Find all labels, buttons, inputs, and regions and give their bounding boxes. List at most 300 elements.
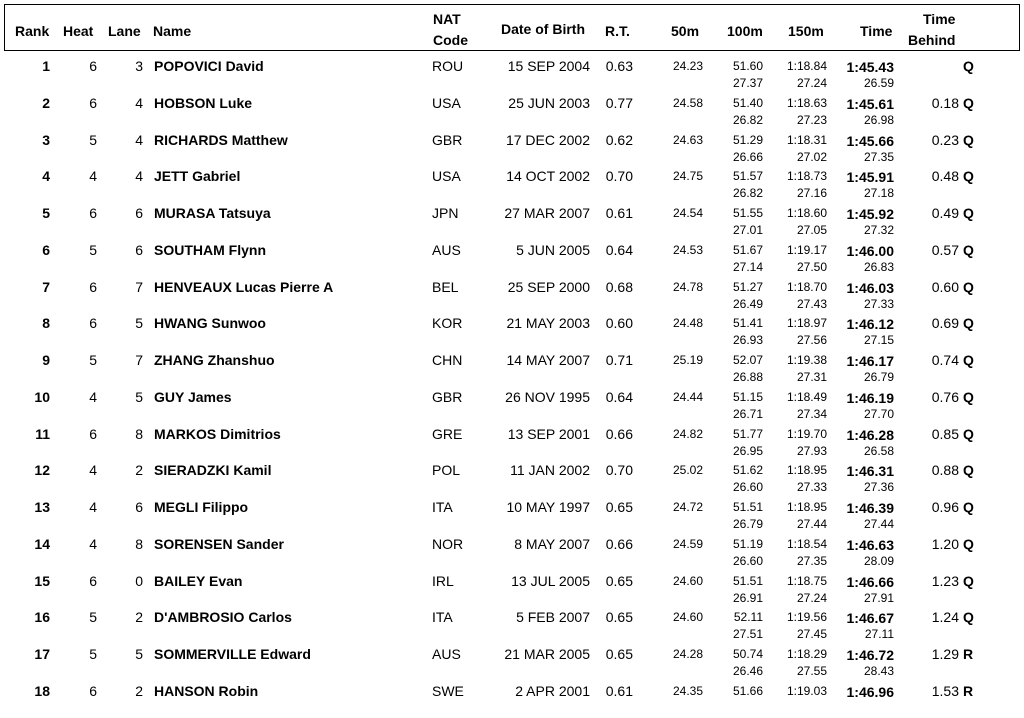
header-dob: Date of Birth bbox=[501, 21, 585, 37]
final-time: 1:45.61 bbox=[846, 95, 894, 112]
athlete-name: SOMMERVILLE Edward bbox=[154, 646, 311, 662]
split-150m: 1:18.49 bbox=[786, 389, 827, 404]
heat-cell: 6 bbox=[89, 58, 97, 74]
heat-cell: 4 bbox=[89, 388, 97, 405]
date-of-birth: 2 APR 2001 bbox=[515, 682, 590, 699]
split-50m: 24.58 bbox=[672, 95, 703, 110]
date-of-birth: 25 SEP 2000 bbox=[507, 278, 590, 295]
split-50m: 24.53 bbox=[672, 242, 703, 257]
reaction-time: 0.62 bbox=[605, 131, 633, 148]
final-time: 1:46.96 bbox=[846, 683, 894, 700]
date-of-birth: 8 MAY 2007 bbox=[514, 535, 590, 552]
split-150m: 1:18.31 bbox=[786, 132, 827, 147]
rank-cell: 9 bbox=[42, 352, 50, 368]
lap-split-100m: 26.49 bbox=[732, 296, 763, 311]
split-100m: 51.60 bbox=[732, 59, 763, 73]
table-row bbox=[0, 644, 1024, 681]
final-time: 1:46.67 bbox=[846, 610, 894, 627]
athlete-name: MEGLI Filippo bbox=[154, 499, 249, 515]
split-150m: 1:18.63 bbox=[786, 95, 827, 110]
table-row bbox=[0, 166, 1024, 203]
lap-split-150m: 27.02 bbox=[796, 149, 827, 164]
athlete-name: MARKOS Dimitrios bbox=[154, 425, 281, 442]
lap-split-200m: 27.35 bbox=[863, 149, 894, 164]
lap-split-100m: 26.82 bbox=[732, 186, 763, 201]
reaction-time: 0.65 bbox=[605, 609, 633, 626]
lap-split-150m: 27.34 bbox=[796, 406, 827, 421]
split-150m: 1:18.97 bbox=[786, 316, 827, 331]
lap-split-200m: 27.11 bbox=[864, 627, 894, 642]
table-row bbox=[0, 534, 1024, 571]
lap-split-150m: 27.45 bbox=[796, 627, 827, 642]
lane-cell: 4 bbox=[135, 168, 143, 185]
heat-cell: 5 bbox=[89, 131, 97, 148]
split-150m: 1:18.29 bbox=[786, 647, 827, 661]
split-150m: 1:19.03 bbox=[786, 683, 827, 698]
split-50m: 24.35 bbox=[672, 683, 703, 698]
qualification-mark: Q bbox=[963, 499, 974, 515]
final-time: 1:46.63 bbox=[846, 536, 894, 553]
split-150m: 1:18.95 bbox=[786, 500, 827, 514]
time-behind: 0.49 bbox=[931, 205, 959, 221]
split-100m: 51.55 bbox=[732, 206, 763, 220]
athlete-name: BAILEY Evan bbox=[154, 572, 243, 589]
table-row bbox=[0, 460, 1024, 497]
lane-cell: 7 bbox=[135, 278, 143, 295]
split-150m: 1:19.38 bbox=[786, 353, 827, 367]
lane-cell: 5 bbox=[135, 315, 143, 332]
split-150m: 1:18.84 bbox=[786, 59, 827, 73]
header-100m: 100m bbox=[727, 23, 763, 39]
reaction-time: 0.71 bbox=[605, 352, 633, 368]
qualification-mark: Q bbox=[963, 535, 974, 552]
final-time: 1:46.31 bbox=[846, 463, 894, 480]
time-behind: 0.60 bbox=[931, 278, 959, 295]
heat-cell: 5 bbox=[89, 352, 97, 368]
lap-split-150m: 27.16 bbox=[796, 186, 827, 201]
final-time: 1:45.92 bbox=[846, 206, 894, 222]
qualification-mark: Q bbox=[963, 58, 974, 74]
reaction-time: 0.70 bbox=[605, 462, 633, 479]
athlete-name: RICHARDS Matthew bbox=[154, 131, 288, 148]
lap-split-150m: 27.24 bbox=[796, 590, 827, 605]
header-lane: Lane bbox=[108, 23, 141, 39]
header-nat: NAT bbox=[433, 11, 461, 27]
nat-code: NOR bbox=[432, 535, 464, 552]
heat-cell: 4 bbox=[89, 499, 97, 515]
split-50m: 24.63 bbox=[672, 132, 703, 147]
split-150m: 1:18.54 bbox=[786, 536, 827, 551]
reaction-time: 0.61 bbox=[605, 205, 633, 221]
time-behind: 0.48 bbox=[931, 168, 959, 185]
lap-split-200m: 27.33 bbox=[863, 296, 894, 311]
date-of-birth: 5 FEB 2007 bbox=[516, 609, 590, 626]
qualification-mark: Q bbox=[963, 278, 974, 295]
reaction-time: 0.63 bbox=[605, 58, 633, 74]
heat-cell: 6 bbox=[89, 278, 97, 295]
split-100m: 51.62 bbox=[732, 463, 763, 478]
lap-split-100m: 26.93 bbox=[732, 333, 763, 348]
qualification-mark: Q bbox=[963, 462, 974, 479]
athlete-name: SIERADZKI Kamil bbox=[154, 462, 272, 479]
lap-split-150m: 27.55 bbox=[796, 664, 827, 678]
athlete-name: JETT Gabriel bbox=[154, 168, 241, 185]
split-50m: 25.02 bbox=[672, 463, 703, 478]
lap-split-200m: 27.44 bbox=[863, 517, 894, 531]
lap-split-150m: 27.05 bbox=[796, 223, 827, 237]
lap-split-100m: 26.79 bbox=[732, 517, 763, 531]
qualification-mark: Q bbox=[963, 609, 974, 626]
nat-code: AUS bbox=[432, 646, 461, 662]
split-100m: 52.11 bbox=[733, 610, 763, 625]
athlete-name: POPOVICI David bbox=[154, 58, 264, 74]
split-100m: 51.77 bbox=[732, 426, 763, 441]
qualification-mark: Q bbox=[963, 94, 974, 111]
split-100m: 51.19 bbox=[732, 536, 763, 551]
table-row bbox=[0, 56, 1024, 93]
date-of-birth: 26 NOV 1995 bbox=[505, 388, 590, 405]
split-100m: 51.66 bbox=[732, 683, 763, 698]
table-row bbox=[0, 203, 1024, 240]
reaction-time: 0.66 bbox=[605, 425, 633, 442]
lap-split-100m: 27.01 bbox=[732, 223, 763, 237]
qualification-mark: R bbox=[963, 682, 974, 699]
nat-code: POL bbox=[432, 462, 461, 479]
header-150m: 150m bbox=[788, 23, 824, 39]
lane-cell: 5 bbox=[135, 388, 143, 405]
qualification-mark: Q bbox=[963, 131, 974, 148]
lane-cell: 3 bbox=[135, 58, 143, 74]
qualification-mark: Q bbox=[963, 572, 974, 589]
lap-split-200m: 27.18 bbox=[863, 186, 894, 201]
lap-split-100m: 26.71 bbox=[732, 406, 763, 421]
qualification-mark: Q bbox=[963, 388, 974, 405]
athlete-name: MURASA Tatsuya bbox=[154, 205, 271, 221]
heat-cell: 5 bbox=[89, 609, 97, 626]
lap-split-100m: 26.60 bbox=[732, 480, 763, 495]
time-behind: 1.29 bbox=[931, 646, 959, 662]
split-150m: 1:18.60 bbox=[786, 206, 827, 220]
reaction-time: 0.64 bbox=[605, 241, 633, 258]
lane-cell: 4 bbox=[135, 131, 143, 148]
lane-cell: 2 bbox=[135, 462, 143, 479]
final-time: 1:46.19 bbox=[846, 389, 894, 406]
reaction-time: 0.65 bbox=[605, 646, 633, 662]
athlete-name: GUY James bbox=[154, 388, 232, 405]
split-100m: 51.41 bbox=[732, 316, 763, 331]
split-50m: 24.75 bbox=[672, 169, 703, 184]
lane-cell: 4 bbox=[135, 94, 143, 111]
lap-split-150m: 27.35 bbox=[796, 553, 827, 568]
lap-split-200m: 26.83 bbox=[863, 259, 894, 274]
table-row bbox=[0, 387, 1024, 424]
split-150m: 1:19.56 bbox=[786, 610, 827, 625]
split-100m: 51.67 bbox=[732, 242, 763, 257]
rank-cell: 8 bbox=[42, 315, 50, 332]
time-behind: 0.85 bbox=[931, 425, 959, 442]
nat-code: ITA bbox=[432, 499, 453, 515]
table-row bbox=[0, 240, 1024, 277]
rank-cell: 17 bbox=[34, 646, 50, 662]
date-of-birth: 11 JAN 2002 bbox=[510, 462, 590, 479]
final-time: 1:46.00 bbox=[846, 242, 894, 259]
final-time: 1:46.17 bbox=[846, 353, 894, 369]
lane-cell: 2 bbox=[135, 609, 143, 626]
lap-split-200m: 27.36 bbox=[863, 480, 894, 495]
split-50m: 24.78 bbox=[672, 279, 703, 294]
lap-split-100m: 26.95 bbox=[732, 443, 763, 458]
nat-code: JPN bbox=[432, 205, 459, 221]
athlete-name: HENVEAUX Lucas Pierre A bbox=[154, 278, 334, 295]
nat-code: USA bbox=[432, 94, 461, 111]
reaction-time: 0.60 bbox=[605, 315, 633, 332]
time-behind: 0.76 bbox=[931, 388, 959, 405]
split-100m: 50.74 bbox=[732, 647, 763, 661]
split-100m: 51.51 bbox=[732, 500, 763, 514]
nat-code: USA bbox=[432, 168, 461, 185]
lap-split-150m: 27.93 bbox=[796, 443, 827, 458]
lap-split-100m: 26.60 bbox=[732, 553, 763, 568]
qualification-mark: Q bbox=[963, 205, 974, 221]
final-time: 1:45.66 bbox=[846, 132, 894, 149]
lap-split-200m: 26.98 bbox=[863, 112, 894, 127]
lap-split-200m: 26.79 bbox=[863, 370, 894, 384]
lap-split-150m: 27.44 bbox=[796, 517, 827, 531]
heat-cell: 6 bbox=[89, 572, 97, 589]
split-150m: 1:19.17 bbox=[786, 242, 827, 257]
final-time: 1:46.03 bbox=[846, 279, 894, 296]
lap-split-150m: 27.31 bbox=[796, 370, 827, 384]
final-time: 1:46.66 bbox=[846, 573, 894, 590]
rank-cell: 6 bbox=[42, 241, 50, 258]
header-heat: Heat bbox=[63, 23, 94, 39]
reaction-time: 0.61 bbox=[605, 682, 633, 699]
qualification-mark: Q bbox=[963, 168, 974, 185]
header-name: Name bbox=[153, 23, 192, 39]
split-150m: 1:18.70 bbox=[786, 279, 827, 294]
time-behind: 0.74 bbox=[931, 352, 959, 368]
qualification-mark: Q bbox=[963, 425, 974, 442]
reaction-time: 0.70 bbox=[605, 168, 633, 185]
time-behind: 0.88 bbox=[931, 462, 959, 479]
split-150m: 1:18.73 bbox=[786, 169, 827, 184]
date-of-birth: 5 JUN 2005 bbox=[516, 241, 590, 258]
split-50m: 25.19 bbox=[672, 353, 703, 367]
rank-cell: 7 bbox=[42, 278, 50, 295]
lane-cell: 5 bbox=[135, 646, 143, 662]
split-50m: 24.48 bbox=[672, 316, 703, 331]
table-row bbox=[0, 497, 1024, 534]
time-behind: 1.53 bbox=[931, 682, 959, 699]
lap-split-150m: 27.56 bbox=[796, 333, 827, 348]
nat-code: IRL bbox=[432, 572, 454, 589]
date-of-birth: 13 SEP 2001 bbox=[507, 425, 590, 442]
date-of-birth: 14 MAY 2007 bbox=[506, 352, 590, 368]
lap-split-100m: 26.66 bbox=[732, 149, 763, 164]
split-150m: 1:18.95 bbox=[786, 463, 827, 478]
date-of-birth: 15 SEP 2004 bbox=[507, 58, 590, 74]
athlete-name: HANSON Robin bbox=[154, 682, 259, 699]
lap-split-100m: 27.51 bbox=[732, 627, 763, 642]
heat-cell: 4 bbox=[89, 168, 97, 185]
heat-cell: 6 bbox=[89, 315, 97, 332]
reaction-time: 0.65 bbox=[605, 499, 633, 515]
time-behind: 0.96 bbox=[931, 499, 959, 515]
heat-cell: 6 bbox=[89, 94, 97, 111]
date-of-birth: 17 DEC 2002 bbox=[505, 131, 590, 148]
lap-split-200m: 27.15 bbox=[863, 333, 894, 348]
nat-code: SWE bbox=[432, 682, 464, 699]
split-50m: 24.60 bbox=[672, 610, 703, 625]
lap-split-200m: 26.59 bbox=[863, 76, 894, 90]
nat-code: ROU bbox=[432, 58, 464, 74]
header-time-behind-1: Time bbox=[923, 11, 956, 27]
athlete-name: SOUTHAM Flynn bbox=[154, 241, 266, 258]
rank-cell: 3 bbox=[42, 131, 50, 148]
time-behind: 1.23 bbox=[931, 572, 959, 589]
date-of-birth: 25 JUN 2003 bbox=[508, 94, 590, 111]
heat-cell: 5 bbox=[89, 646, 97, 662]
nat-code: GBR bbox=[432, 388, 463, 405]
final-time: 1:46.39 bbox=[846, 500, 894, 516]
lap-split-150m: 27.23 bbox=[796, 112, 827, 127]
rank-cell: 13 bbox=[34, 499, 50, 515]
lane-cell: 0 bbox=[135, 572, 143, 589]
date-of-birth: 21 MAY 2003 bbox=[506, 315, 590, 332]
header-rt: R.T. bbox=[605, 23, 630, 39]
date-of-birth: 13 JUL 2005 bbox=[511, 572, 590, 589]
lap-split-150m: 27.50 bbox=[796, 259, 827, 274]
rank-cell: 2 bbox=[42, 94, 50, 111]
athlete-name: ZHANG Zhanshuo bbox=[154, 352, 275, 368]
lap-split-150m: 27.24 bbox=[796, 76, 827, 90]
final-time: 1:46.28 bbox=[846, 426, 894, 443]
rank-cell: 16 bbox=[34, 609, 50, 626]
header-code: Code bbox=[433, 32, 468, 48]
split-50m: 24.44 bbox=[672, 389, 703, 404]
lane-cell: 2 bbox=[135, 682, 143, 699]
split-150m: 1:18.75 bbox=[786, 573, 827, 588]
time-behind: 1.20 bbox=[931, 535, 959, 552]
lane-cell: 8 bbox=[135, 425, 143, 442]
table-row bbox=[0, 424, 1024, 461]
lane-cell: 6 bbox=[135, 499, 143, 515]
time-behind: 0.69 bbox=[931, 315, 959, 332]
rank-cell: 15 bbox=[34, 572, 50, 589]
lap-split-100m: 26.91 bbox=[732, 590, 763, 605]
heat-cell: 6 bbox=[89, 425, 97, 442]
rank-cell: 18 bbox=[34, 682, 50, 699]
table-row bbox=[0, 350, 1024, 387]
lap-split-100m: 27.37 bbox=[732, 76, 763, 90]
table-row bbox=[0, 93, 1024, 130]
athlete-name: HOBSON Luke bbox=[154, 94, 253, 111]
header-time-behind-2: Behind bbox=[908, 32, 956, 48]
split-100m: 51.29 bbox=[732, 132, 763, 147]
time-behind: 0.57 bbox=[931, 241, 959, 258]
reaction-time: 0.68 bbox=[605, 278, 633, 295]
split-50m: 24.28 bbox=[672, 647, 703, 661]
table-row bbox=[0, 571, 1024, 608]
lap-split-100m: 26.46 bbox=[732, 664, 763, 678]
reaction-time: 0.64 bbox=[605, 388, 633, 405]
time-behind: 1.24 bbox=[931, 609, 959, 626]
lane-cell: 6 bbox=[135, 241, 143, 258]
date-of-birth: 10 MAY 1997 bbox=[506, 499, 590, 515]
date-of-birth: 27 MAR 2007 bbox=[504, 205, 590, 221]
rank-cell: 14 bbox=[34, 535, 50, 552]
final-time: 1:46.72 bbox=[846, 647, 894, 663]
split-100m: 51.57 bbox=[732, 169, 763, 184]
athlete-name: SORENSEN Sander bbox=[154, 535, 284, 552]
reaction-time: 0.66 bbox=[605, 535, 633, 552]
nat-code: GBR bbox=[432, 131, 463, 148]
heat-cell: 4 bbox=[89, 462, 97, 479]
header-rank: Rank bbox=[15, 23, 50, 39]
nat-code: ITA bbox=[432, 609, 453, 626]
athlete-name: HWANG Sunwoo bbox=[154, 315, 266, 332]
split-50m: 24.82 bbox=[672, 426, 703, 441]
split-50m: 24.72 bbox=[672, 500, 703, 514]
header-time: Time bbox=[860, 23, 893, 39]
heat-cell: 6 bbox=[89, 682, 97, 699]
table-row bbox=[0, 681, 1024, 718]
rank-cell: 1 bbox=[42, 58, 50, 74]
split-50m: 24.23 bbox=[672, 59, 703, 73]
reaction-time: 0.65 bbox=[605, 572, 633, 589]
table-row bbox=[0, 607, 1024, 644]
nat-code: CHN bbox=[432, 352, 463, 368]
rank-cell: 10 bbox=[34, 388, 50, 405]
rank-cell: 4 bbox=[42, 168, 50, 185]
rank-cell: 12 bbox=[34, 462, 50, 479]
table-header bbox=[4, 4, 1020, 51]
qualification-mark: Q bbox=[963, 352, 974, 368]
final-time: 1:46.12 bbox=[846, 316, 894, 333]
lap-split-200m: 28.09 bbox=[863, 553, 894, 568]
qualification-mark: Q bbox=[963, 241, 974, 258]
table-row bbox=[0, 313, 1024, 350]
date-of-birth: 21 MAR 2005 bbox=[504, 646, 590, 662]
nat-code: GRE bbox=[432, 425, 463, 442]
final-time: 1:45.43 bbox=[846, 59, 894, 75]
split-150m: 1:19.70 bbox=[786, 426, 827, 441]
lap-split-150m: 27.33 bbox=[796, 480, 827, 495]
lap-split-200m: 27.32 bbox=[863, 223, 894, 237]
nat-code: KOR bbox=[432, 315, 463, 332]
lap-split-100m: 27.14 bbox=[732, 259, 763, 274]
table-row bbox=[0, 277, 1024, 314]
split-100m: 51.27 bbox=[732, 279, 763, 294]
nat-code: BEL bbox=[432, 278, 459, 295]
final-time: 1:45.91 bbox=[846, 169, 894, 186]
table-row bbox=[0, 130, 1024, 167]
lap-split-200m: 27.91 bbox=[863, 590, 894, 605]
lap-split-100m: 26.82 bbox=[732, 112, 763, 127]
heat-cell: 5 bbox=[89, 241, 97, 258]
lane-cell: 6 bbox=[135, 205, 143, 221]
split-50m: 24.60 bbox=[672, 573, 703, 588]
lap-split-100m: 26.88 bbox=[732, 370, 763, 384]
split-100m: 51.15 bbox=[732, 389, 763, 404]
lap-split-200m: 27.70 bbox=[863, 406, 894, 421]
date-of-birth: 14 OCT 2002 bbox=[506, 168, 590, 185]
split-100m: 51.40 bbox=[732, 95, 763, 110]
time-behind: 0.23 bbox=[931, 131, 959, 148]
lane-cell: 7 bbox=[135, 352, 143, 368]
athlete-name: D'AMBROSIO Carlos bbox=[154, 609, 292, 626]
rank-cell: 11 bbox=[35, 425, 50, 442]
